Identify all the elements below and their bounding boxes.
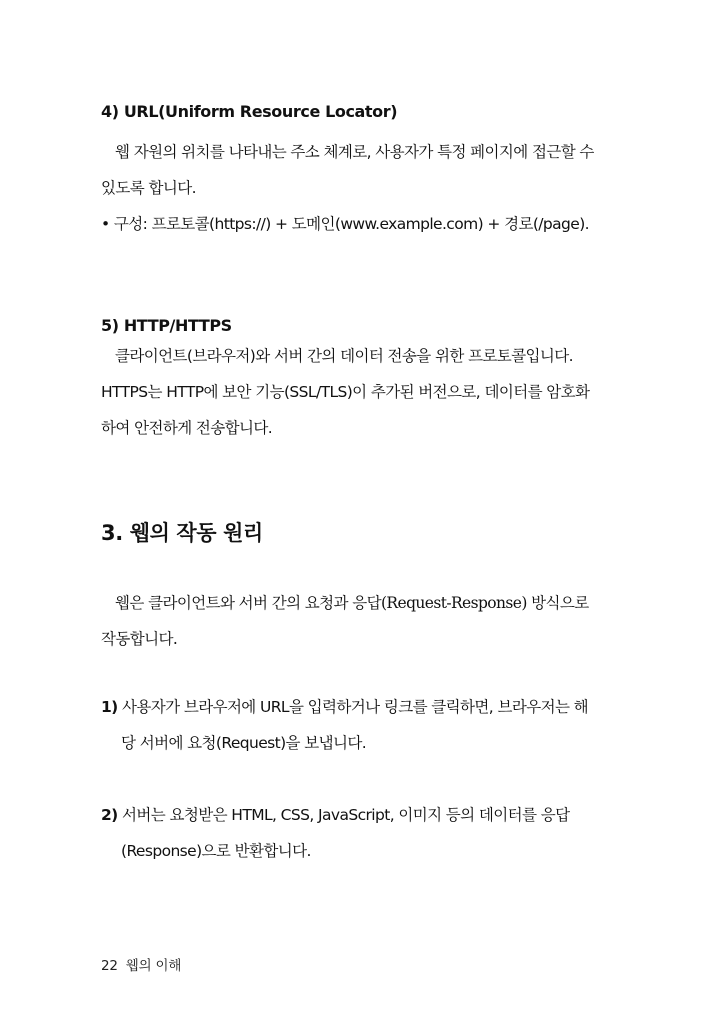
- step-2-text: 서버는 요청받은 HTML, CSS, JavaScript, 이미지 등의 데이터를 응답(Response)으로 반환합니다.: [121, 806, 570, 860]
- step-2-number: 2): [101, 806, 118, 824]
- section-heading-url: 4) URL(Uniform Resource Locator): [101, 102, 398, 121]
- page-number: 22: [101, 958, 118, 974]
- section-body-url: [101, 134, 601, 242]
- page-footer: [101, 954, 181, 974]
- url-structure-bullet: • 구성: 프로토콜(https://) + 도메인(www.example.com) + 경로(/page).: [101, 215, 589, 233]
- running-title: 웹의 이해: [125, 958, 182, 974]
- section-heading-http: 5) HTTP/HTTPS: [101, 316, 232, 335]
- url-description: 웹 자원의 위치를 나타내는 주소 체계로, 사용자가 특정 페이지에 접근할 수 있도록 합니다.: [101, 143, 594, 197]
- section-body-http: [101, 338, 601, 446]
- chapter-heading: 3. 웹의 작동 원리: [101, 521, 263, 545]
- step-1: [101, 689, 601, 761]
- http-description: 클라이언트(브라우저)와 서버 간의 데이터 전송을 위한 프로토콜입니다. HTTPS는 HTTP에 보안 기능(SSL/TLS)이 추가된 버전으로, 데이터를 암호화하여 안전하게 전송합니다.: [101, 347, 590, 437]
- chapter-intro-block: [101, 585, 601, 657]
- chapter-intro: 웹은 클라이언트와 서버 간의 요청과 응답(Request-Response) 방식으로 작동합니다.: [101, 594, 589, 648]
- step-1-number: 1): [101, 698, 118, 716]
- step-2: [101, 797, 601, 869]
- step-1-text: 사용자가 브라우저에 URL을 입력하거나 링크를 클릭하면, 브라우저는 해당 서버에 요청(Request)을 보냅니다.: [121, 698, 589, 752]
